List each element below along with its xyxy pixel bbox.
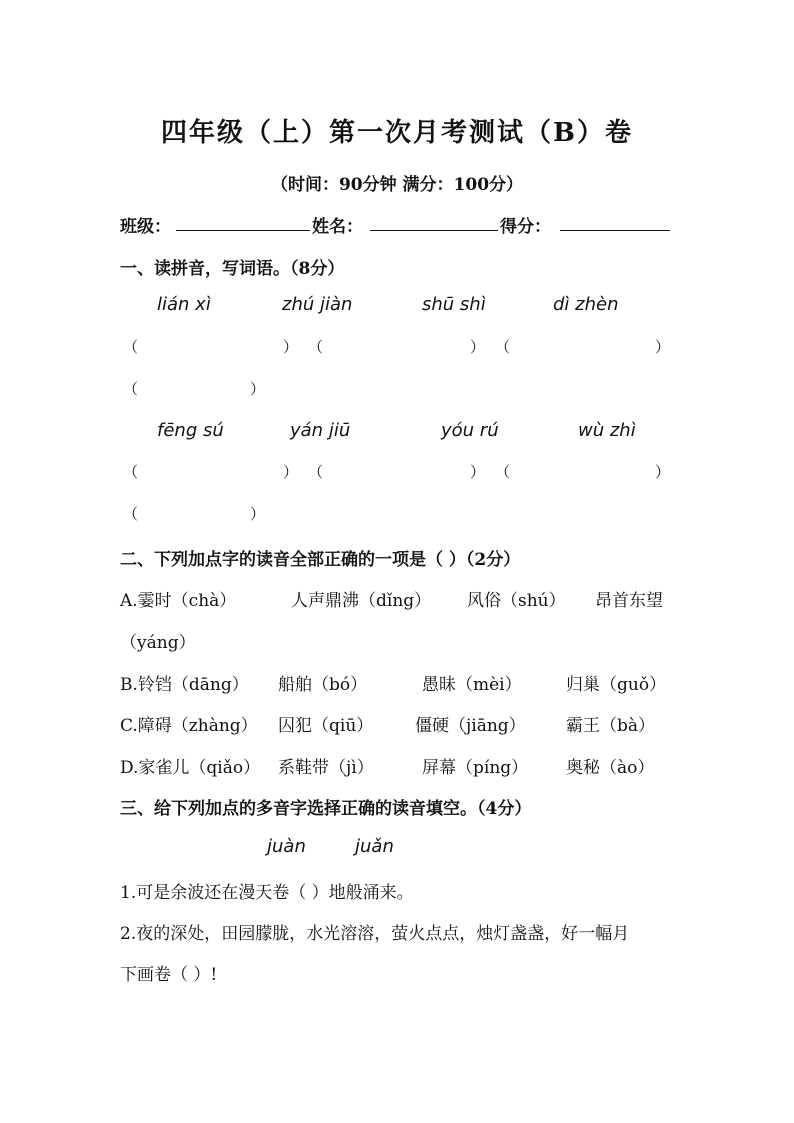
option-c-item[interactable]: C.障碍（zhàng） <box>120 716 258 736</box>
answer-paren-close: ） <box>250 505 266 523</box>
option-d-item: 奥秘（ào） <box>566 758 655 778</box>
answer-paren-close: ） <box>283 463 299 481</box>
reading-option: juǎn <box>355 836 394 857</box>
option-c-item: 僵硬（jiāng） <box>415 716 526 736</box>
pinyin-8: wù zhì <box>578 420 636 441</box>
question-2-line2[interactable]: 下画卷（ ）! <box>120 965 218 985</box>
option-d-item: 系鞋带（jì） <box>278 758 374 778</box>
section1-heading: 一、读拼音，写词语。（8分） <box>120 259 345 279</box>
option-c-item: 囚犯（qiū） <box>278 716 374 736</box>
pinyin-2: zhú jiàn <box>282 294 353 315</box>
pinyin-7: yóu rú <box>441 420 499 441</box>
option-a-item: 昂首东望 <box>595 591 663 611</box>
option-c-item: 霸王（bà） <box>566 716 656 736</box>
answer-paren-close: ） <box>655 463 671 481</box>
answer-paren-close: ） <box>250 380 266 398</box>
option-a-item: 风俗（shú） <box>467 591 566 611</box>
question-1[interactable]: 1.可是余波还在漫天卷（ ）地般涌来。 <box>120 883 414 903</box>
pinyin-3: shū shì <box>422 294 486 315</box>
answer-paren-close: ） <box>655 338 671 356</box>
class-label: 班级： <box>120 217 171 237</box>
score-blank[interactable] <box>560 230 670 231</box>
question-2-line1: 2.夜的深处，田园朦胧，水光溶溶，萤火点点，烛灯盏盏，好一幅月 <box>120 924 630 944</box>
name-blank[interactable] <box>370 230 498 231</box>
name-label: 姓名： <box>312 217 363 237</box>
answer-paren-open[interactable]: （ <box>308 338 324 356</box>
option-b-item: 船舶（bó） <box>278 675 368 695</box>
answer-paren-open[interactable]: （ <box>123 505 139 523</box>
answer-paren-open[interactable]: （ <box>495 463 511 481</box>
answer-paren-open[interactable]: （ <box>123 338 139 356</box>
reading-option: juàn <box>267 836 306 857</box>
pinyin-4: dì zhèn <box>553 294 619 315</box>
option-a-item: （yáng） <box>120 633 196 653</box>
class-blank[interactable] <box>176 230 310 231</box>
option-b-item: 归巢（guǒ） <box>566 675 667 695</box>
option-b-item[interactable]: B.铃铛（dāng） <box>120 675 249 695</box>
answer-paren-close: ） <box>470 338 486 356</box>
answer-paren-open[interactable]: （ <box>308 463 324 481</box>
option-a-item: 人声鼎沸（dǐng） <box>291 591 432 611</box>
pinyin-6: yán jiū <box>290 420 351 441</box>
score-label: 得分： <box>500 217 551 237</box>
exam-time-score: （时间：90分钟 满分：100分） <box>270 175 524 195</box>
section3-heading: 三、给下列加点的多音字选择正确的读音填空。（4分） <box>120 799 532 819</box>
answer-paren-close: ） <box>283 338 299 356</box>
option-b-item: 愚昧（mèi） <box>422 675 522 695</box>
option-a-item[interactable]: A.霎时（chà） <box>120 591 237 611</box>
answer-paren-open[interactable]: （ <box>123 463 139 481</box>
option-d-item: 屏幕（píng） <box>422 758 529 778</box>
answer-paren-open[interactable]: （ <box>495 338 511 356</box>
pinyin-5: fēng sú <box>157 420 224 441</box>
answer-paren-open[interactable]: （ <box>123 380 139 398</box>
pinyin-1: lián xì <box>157 294 211 315</box>
answer-paren-close: ） <box>470 463 486 481</box>
option-d-item[interactable]: D.家雀儿（qiǎo） <box>120 758 261 778</box>
section2-heading: 二、下列加点字的读音全部正确的一项是（ ）（2分） <box>120 550 521 570</box>
page-title: 四年级（上）第一次月考测试（B）卷 <box>161 118 633 148</box>
